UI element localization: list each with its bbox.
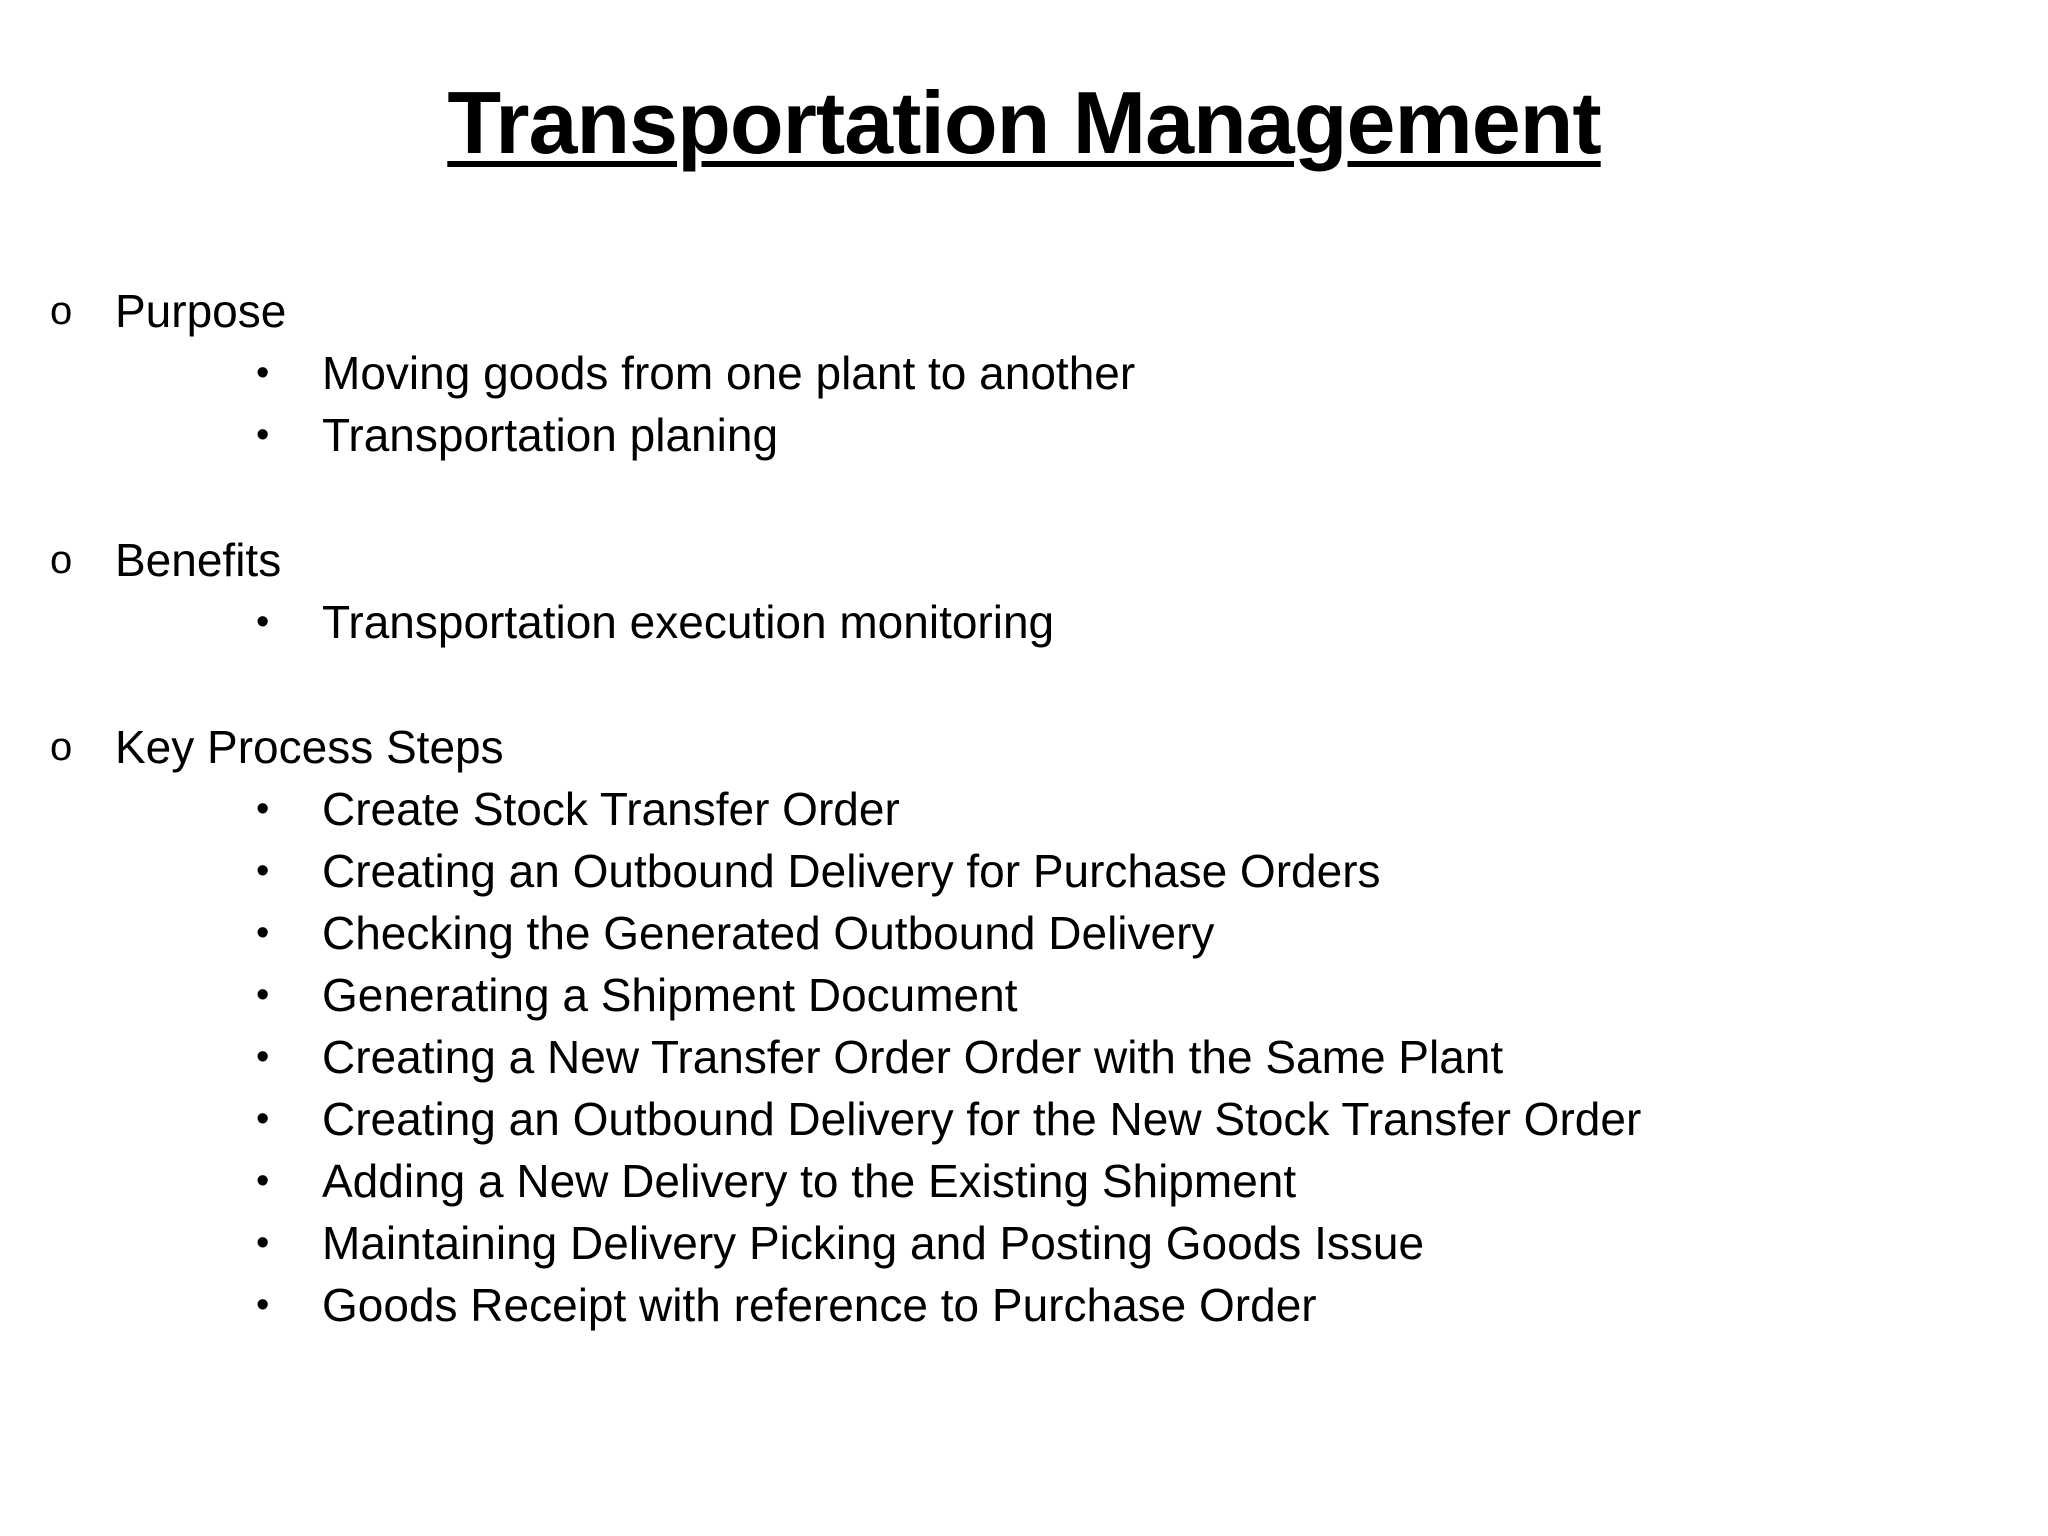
bullet-icon: •	[256, 1036, 270, 1078]
section-heading-label: Benefits	[115, 534, 282, 586]
list-item	[0, 1150, 2048, 1212]
section-heading	[0, 280, 2048, 342]
list-item	[0, 1212, 2048, 1274]
list-item-text: Maintaining Delivery Picking and Posting Goods Issue	[322, 1217, 1425, 1269]
list-item	[0, 342, 2048, 404]
section-heading-label: Purpose	[115, 285, 287, 337]
list-item-text: Creating an Outbound Delivery for Purchase Orders	[322, 845, 1381, 897]
bullet-list	[0, 778, 2048, 1336]
section-heading	[0, 716, 2048, 778]
list-item	[0, 1274, 2048, 1336]
list-item-text: Generating a Shipment Document	[322, 969, 1018, 1021]
bullet-icon: •	[256, 1098, 270, 1140]
list-item-text: Moving goods from one plant to another	[322, 347, 1136, 399]
slide-title	[0, 68, 2048, 178]
section-key-process-steps	[0, 716, 2048, 1336]
circle-bullet-icon: o	[50, 289, 73, 333]
list-item	[0, 902, 2048, 964]
circle-bullet-icon: o	[50, 725, 73, 769]
bullet-list	[0, 591, 2048, 653]
list-item-text: Checking the Generated Outbound Delivery	[322, 907, 1215, 959]
section-heading-label: Key Process Steps	[115, 721, 504, 773]
list-item-text: Goods Receipt with reference to Purchase Order	[322, 1279, 1317, 1331]
list-item	[0, 964, 2048, 1026]
list-item-text: Transportation planing	[322, 409, 779, 461]
circle-bullet-icon: o	[50, 538, 73, 582]
list-item	[0, 591, 2048, 653]
slide-title-text: Transportation Management	[447, 73, 1601, 172]
section-benefits	[0, 529, 2048, 653]
list-item	[0, 840, 2048, 902]
list-item-text: Creating a New Transfer Order Order with the Same Plant	[322, 1031, 1504, 1083]
bullet-icon: •	[256, 1222, 270, 1264]
bullet-icon: •	[256, 414, 270, 456]
section-purpose	[0, 280, 2048, 466]
bullet-icon: •	[256, 912, 270, 954]
list-item	[0, 1026, 2048, 1088]
bullet-icon: •	[256, 850, 270, 892]
list-item-text: Create Stock Transfer Order	[322, 783, 900, 835]
list-item-text: Adding a New Delivery to the Existing Shipment	[322, 1155, 1297, 1207]
list-item	[0, 1088, 2048, 1150]
section-heading	[0, 529, 2048, 591]
list-item-text: Transportation execution monitoring	[322, 596, 1055, 648]
bullet-icon: •	[256, 788, 270, 830]
list-item	[0, 778, 2048, 840]
list-item	[0, 404, 2048, 466]
bullet-icon: •	[256, 1160, 270, 1202]
bullet-icon: •	[256, 974, 270, 1016]
bullet-list	[0, 342, 2048, 466]
bullet-icon: •	[256, 352, 270, 394]
bullet-icon: •	[256, 601, 270, 643]
bullet-icon: •	[256, 1284, 270, 1326]
list-item-text: Creating an Outbound Delivery for the New Stock Transfer Order	[322, 1093, 1642, 1145]
